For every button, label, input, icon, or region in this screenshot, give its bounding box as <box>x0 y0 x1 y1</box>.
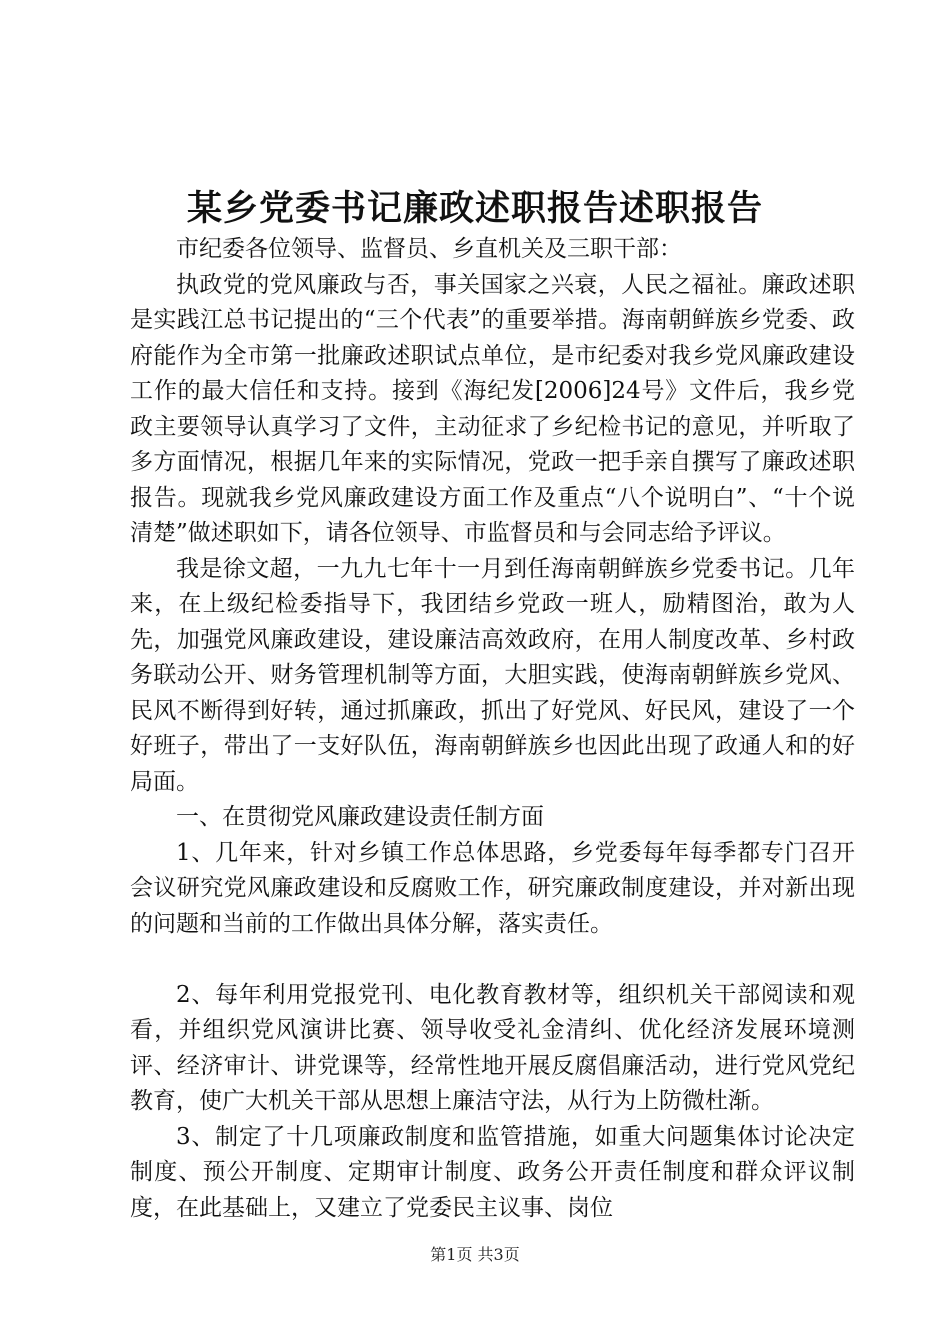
page-number-footer: 第1页 共3页 <box>430 1245 520 1264</box>
blank-line <box>130 942 855 978</box>
section-heading: 一、在贯彻党风廉政建设责任制方面 <box>176 804 544 830</box>
list-item-paragraph: 3、制定了十几项廉政制度和监管措施，如重大问题集体讨论决定制度、预公开制度、定期审计制度、政务公开责任制度和群众评议制度，在此基础上，又建立了党委民主议事、岗位 <box>130 1123 855 1221</box>
body-paragraph: 执政党的党风廉政与否，事关国家之兴衰，人民之福祉。廉政述职是实践江总书记提出的“三个代表”的重要举措。海南朝鲜族乡党委、政府能作为全市第一批廉政述职试点单位，是市纪委对我乡党风廉政建设工作的最大信任和支持。接到《海纪发[2006]24号》文件后，我乡党政主要领导认真学习了文件，主动征求了乡纪检书记的意见，并听取了多方面情况，根据几年来的实际情况，党政一把手亲自撰写了廉政述职报告。现就我乡党风廉政建设方面工作及重点“八个说明白”、“十个说清楚”做述职如下，请各位领导、市监督员和与会同志给予评议。 <box>130 271 855 546</box>
salutation-paragraph: 市纪委各位领导、监督员、乡直机关及三职干部： <box>176 236 682 262</box>
body-paragraph: 我是徐文超，一九九七年十一月到任海南朝鲜族乡党委书记。几年来，在上级纪检委指导下，我团结乡党政一班人，励精图治，敢为人先，加强党风廉政建设，建设廉洁高效政府，在用人制度改革、乡村政务联动公开、财务管理机制等方面，大胆实践，使海南朝鲜族乡党风、民风不断得到好转，通过抓廉政，抓出了好党风、好民风，建设了一个好班子，带出了一支好队伍，海南朝鲜族乡也因此出现了政通人和的好局面。 <box>130 555 855 795</box>
document-title: 某乡党委书记廉政述职报告述职报告 <box>186 188 763 229</box>
list-item-paragraph: 2、每年利用党报党刊、电化教育教材等，组织机关干部阅读和观看，并组织党风演讲比赛、领导收受礼金清纠、优化经济发展环境测评、经济审计、讲党课等，经常性地开展反腐倡廉活动，进行党风党纪教育，使广大机关干部从思想上廉洁守法，从行为上防微杜渐。 <box>130 981 855 1114</box>
list-item-paragraph: 1、几年来，针对乡镇工作总体思路，乡党委每年每季都专门召开会议研究党风廉政建设和反腐败工作，研究廉政制度建设，并对新出现的问题和当前的工作做出具体分解，落实责任。 <box>130 839 855 937</box>
document-body <box>130 232 855 1226</box>
